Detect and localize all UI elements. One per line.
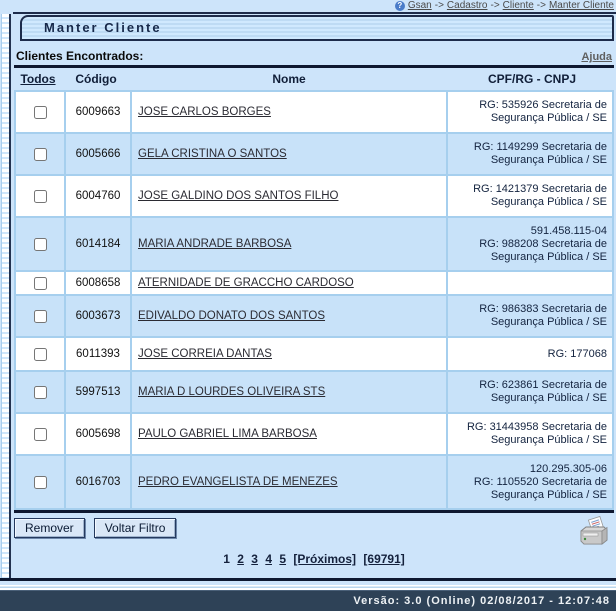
select-all-link[interactable]: Todos: [20, 72, 56, 86]
client-name-link[interactable]: PEDRO EVANGELISTA DE MENEZES: [138, 476, 338, 488]
table-row: [16, 372, 612, 412]
doc-cell: [448, 372, 612, 412]
name-cell: [132, 134, 446, 174]
breadcrumb-link-manter-cliente[interactable]: Manter Cliente: [548, 0, 614, 11]
status-bar: [0, 590, 616, 611]
client-name-link[interactable]: ATERNIDADE DE GRACCHO CARDOSO: [138, 277, 354, 289]
doc-cell: [448, 92, 612, 132]
client-rg: RG: 177068: [547, 347, 607, 360]
collapsed-menu-strip[interactable]: [1, 14, 11, 578]
clients-table: [14, 90, 614, 510]
client-rg: RG: 1421379 Secretaria de Segurança Pública / SE: [473, 183, 607, 208]
client-rg: RG: 986383 Secretaria de Segurança Pública / SE: [479, 303, 607, 328]
row-checkbox[interactable]: [34, 386, 47, 399]
row-checkbox[interactable]: [34, 310, 47, 323]
name-cell: [132, 414, 446, 454]
column-header-nome: Nome: [272, 72, 306, 86]
doc-cell: [448, 134, 612, 174]
client-code: 6009663: [75, 106, 121, 118]
client-rg: RG: 535926 Secretaria de Segurança Pública / SE: [479, 99, 607, 124]
doc-cell: [448, 414, 612, 454]
table-row: [16, 414, 612, 454]
doc-cell: [448, 338, 612, 370]
page-link-5[interactable]: 5: [279, 552, 287, 566]
printer-icon[interactable]: [578, 516, 610, 548]
select-cell: [16, 456, 64, 508]
table-row: [16, 272, 612, 294]
code-cell: [66, 414, 130, 454]
breadcrumb-link-cliente[interactable]: Cliente: [502, 0, 534, 11]
name-cell: [132, 218, 446, 270]
doc-cell: [448, 296, 612, 336]
pagination: [14, 552, 614, 566]
ajuda-link[interactable]: Ajuda: [581, 51, 612, 63]
client-rg: RG: 623861 Secretaria de Segurança Pública / SE: [479, 379, 607, 404]
table-row: [16, 218, 612, 270]
client-name-link[interactable]: GELA CRISTINA O SANTOS: [138, 148, 287, 160]
select-cell: [16, 176, 64, 216]
main-content: [14, 14, 614, 566]
row-checkbox[interactable]: [34, 190, 47, 203]
select-cell: [16, 272, 64, 294]
select-cell: [16, 414, 64, 454]
row-checkbox[interactable]: [34, 476, 47, 489]
breadcrumb-separator: ->: [536, 0, 546, 11]
code-cell: [66, 272, 130, 294]
breadcrumb-separator: ->: [434, 0, 444, 11]
version-text: Versão: 3.0 (Online) 02/08/2017 - 12:07:48: [353, 595, 610, 607]
doc-cell: [448, 218, 612, 270]
actions-row: [14, 516, 614, 548]
footer-stripes: [0, 581, 616, 590]
breadcrumb-link-gsan[interactable]: Gsan: [407, 0, 432, 11]
select-cell: [16, 296, 64, 336]
table-header: [14, 68, 614, 90]
name-cell: [132, 372, 446, 412]
select-cell: [16, 218, 64, 270]
select-cell: [16, 134, 64, 174]
code-cell: [66, 372, 130, 412]
table-row: [16, 296, 612, 336]
code-cell: [66, 92, 130, 132]
last-page-link[interactable]: [69791]: [363, 552, 405, 566]
code-cell: [66, 176, 130, 216]
row-checkbox[interactable]: [34, 148, 47, 161]
client-name-link[interactable]: JOSE CORREIA DANTAS: [138, 348, 272, 360]
table-row: [16, 338, 612, 370]
select-cell: [16, 338, 64, 370]
client-code: 6011393: [76, 348, 120, 360]
name-cell: [132, 176, 446, 216]
code-cell: [66, 456, 130, 508]
client-code: 6004760: [75, 190, 121, 202]
page-current: 1: [223, 552, 230, 566]
client-code: 5997513: [75, 386, 121, 398]
row-checkbox[interactable]: [34, 348, 47, 361]
name-cell: [132, 456, 446, 508]
select-cell: [16, 92, 64, 132]
page-link-3[interactable]: 3: [251, 552, 258, 566]
select-cell: [16, 372, 64, 412]
row-checkbox[interactable]: [34, 428, 47, 441]
breadcrumb-link-cadastro[interactable]: Cadastro: [446, 0, 488, 11]
voltar-filtro-button[interactable]: Voltar Filtro: [94, 518, 177, 538]
doc-cell: [448, 176, 612, 216]
column-header-codigo: Código: [75, 72, 117, 86]
row-checkbox[interactable]: [34, 277, 47, 290]
row-checkbox[interactable]: [34, 106, 47, 119]
client-name-link[interactable]: MARIA D LOURDES OLIVEIRA STS: [138, 386, 326, 398]
client-code: 6014184: [75, 238, 121, 250]
client-rg: RG: 988208 Secretaria de Segurança Pública / SE: [479, 237, 607, 263]
client-rg: RG: 31443958 Secretaria de Segurança Pública / SE: [466, 421, 607, 446]
action-buttons: [14, 516, 176, 538]
client-code: 6008658: [75, 277, 121, 289]
help-icon[interactable]: ?: [395, 1, 405, 11]
code-cell: [66, 296, 130, 336]
results-header: [14, 49, 614, 63]
results-label: Clientes Encontrados:: [16, 49, 144, 63]
code-cell: [66, 338, 130, 370]
name-cell: [132, 338, 446, 370]
client-rg: RG: 1149299 Secretaria de Segurança Pública / SE: [473, 141, 607, 166]
code-cell: [66, 134, 130, 174]
column-header-cpf: CPF/RG - CNPJ: [487, 72, 576, 86]
table-row: [16, 92, 612, 132]
table-row: [16, 456, 612, 508]
breadcrumb: [13, 0, 616, 14]
name-cell: [132, 92, 446, 132]
name-cell: [132, 272, 446, 294]
client-name-link[interactable]: MARIA ANDRADE BARBOSA: [138, 238, 292, 250]
name-cell: [132, 296, 446, 336]
doc-cell: [448, 272, 612, 294]
client-code: 6003673: [75, 310, 121, 322]
client-code: 6005666: [75, 148, 121, 160]
remover-button[interactable]: Remover: [14, 518, 85, 538]
client-code: 6016703: [75, 476, 121, 488]
breadcrumb-separator: ->: [490, 0, 500, 11]
client-cpf: 591.458.115-04: [530, 224, 607, 237]
next-pages-link[interactable]: [Próximos]: [293, 552, 357, 566]
code-cell: [66, 218, 130, 270]
doc-cell: [448, 456, 612, 508]
client-cpf: 120.295.305-06: [529, 462, 607, 475]
client-code: 6005698: [75, 428, 121, 440]
page-link-2[interactable]: 2: [237, 552, 244, 566]
row-checkbox[interactable]: [34, 238, 47, 251]
table-row: [16, 134, 612, 174]
table-row: [16, 176, 612, 216]
client-name-link[interactable]: JOSE CARLOS BORGES: [138, 106, 271, 118]
client-name-link[interactable]: PAULO GABRIEL LIMA BARBOSA: [138, 428, 317, 440]
client-rg: RG: 1105520 Secretaria de Segurança Pública / SE: [473, 475, 607, 501]
client-name-link[interactable]: EDIVALDO DONATO DOS SANTOS: [138, 310, 326, 322]
page-link-4[interactable]: 4: [265, 552, 272, 566]
client-name-link[interactable]: JOSE GALDINO DOS SANTOS FILHO: [138, 190, 339, 202]
page-title: Manter Cliente: [20, 15, 614, 41]
divider: [14, 510, 614, 513]
